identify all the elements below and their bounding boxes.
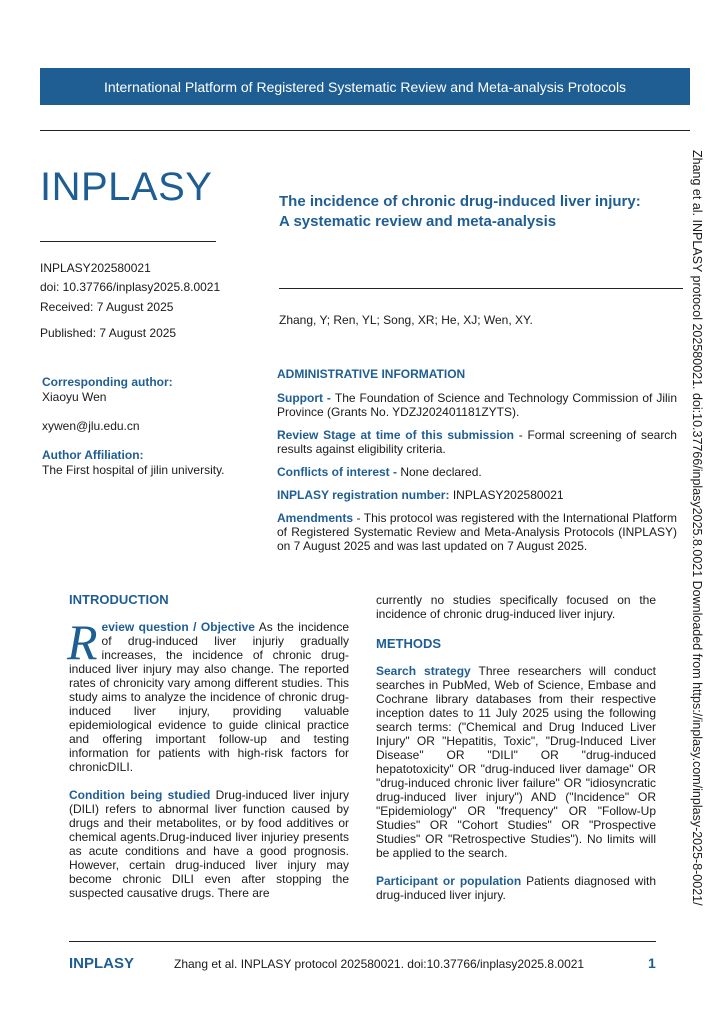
published-date: Published: 7 August 2025: [40, 326, 177, 340]
stage-label: Review Stage at time of this submission: [277, 428, 515, 442]
doi-line[interactable]: doi: 10.37766/inplasy2025.8.0021: [40, 280, 221, 294]
received-date: Received: 7 August 2025: [40, 300, 174, 314]
page-number: 1: [648, 955, 656, 971]
participant-text: Patients diagnosed with drug-induced liver injury.: [376, 874, 656, 902]
support-label: Support -: [277, 391, 335, 405]
stage-paragraph: [277, 428, 677, 456]
amendments-label: Amendments: [277, 511, 354, 525]
header-rule: [40, 130, 690, 131]
registration-paragraph: [277, 488, 677, 502]
banner-text: International Platform of Registered Systematic Review and Meta-analysis Protocols: [103, 78, 627, 95]
participant-paragraph: [376, 874, 656, 902]
journal-banner: [40, 68, 690, 105]
corresponding-email[interactable]: xywen@jlu.edu.cn: [42, 419, 140, 433]
corresponding-author: [42, 375, 173, 405]
condition-paragraph: [69, 788, 349, 900]
footer-citation: Zhang et al. INPLASY protocol 202580021. doi:10.37766/inplasy2025.8.0021: [174, 957, 585, 971]
author-affiliation: [42, 448, 225, 478]
review-question-text: As the incidence of drug-induced liver injuriy gradually increases, the incidence of chronic drug-induced liver injury may also change. The reported rates of chronicity vary among different studies. This study aims to analyze the incidence of chronic drug-induced liver injury, providing valuable epidemiological evidence to guide clinical practice and offering important follow-up and testing information for patients with high-risk factors for chronicDILI.: [69, 620, 350, 774]
left-column: [69, 593, 349, 900]
title-line-2: A systematic review and meta-analysis: [279, 213, 557, 230]
participant-label: Participant or population: [376, 874, 522, 888]
introduction-heading: INTRODUCTION: [69, 592, 169, 607]
conflicts-text: None declared.: [400, 465, 482, 479]
admin-heading: ADMINISTRATIVE INFORMATION: [277, 367, 466, 381]
corresponding-label: Corresponding author:: [42, 375, 173, 389]
drop-cap: R: [67, 614, 98, 670]
footer-rule: [69, 941, 656, 942]
affiliation-value: The First hospital of jilin university.: [42, 463, 225, 477]
paper-title: [279, 192, 679, 232]
search-strategy-paragraph: [376, 664, 656, 860]
condition-text: Drug-induced liver injury (DILI) refers to abnormal liver function caused by drugs and their metabolites, or by food additives or chemical agents.Drug-induced liver injuriey presents as acute conditions and have a good prognosis. However, certain drug-induced liver injury may become chronic DILI even after stopping the suspected causative drugs. There are: [69, 788, 349, 900]
title-line-1: The incidence of chronic drug-induced liver injury:: [279, 193, 641, 210]
search-strategy-label: Search strategy: [376, 664, 471, 678]
condition-label: Condition being studied: [69, 788, 211, 802]
amendments-text: - This protocol was registered with the International Platform of Registered Systematic Review and Meta-Analysis Protocols (INPLASY) on 7 August 2025 and was last updated on 7 August 2025.: [277, 511, 677, 553]
stage-text: - Formal screening of search results against eligibility criteria.: [277, 428, 677, 456]
review-question-paragraph: [67, 614, 350, 774]
methods-heading: METHODS: [376, 636, 441, 651]
support-text: The Foundation of Science and Technology Commission of Jilin Province (Grants No. YDZJ202401181ZYTS).: [277, 391, 678, 419]
brand-underline: [40, 241, 216, 242]
review-question-label: eview question / Objective: [101, 620, 255, 634]
author-list: Zhang, Y; Ren, YL; Song, XR; He, XJ; Wen, XY.: [279, 313, 533, 327]
administrative-information: [277, 367, 677, 562]
corresponding-name: Xiaoyu Wen: [42, 390, 107, 404]
title-rule: [279, 288, 683, 289]
conflicts-paragraph: [277, 465, 677, 479]
amendments-paragraph: [277, 511, 677, 553]
protocol-id: INPLASY202580021: [40, 261, 151, 275]
search-strategy-text: Three researchers will conduct searches in PubMed, Web of Science, Embase and Cochrane library databases from their respective inception dates to 11 July 2025 using the following search terms: ("Chemical and Drug Induced Liver Injury" OR "Hepatitis, Toxic", "Drug-Induced Liver Disease" OR "DILI" OR "drug-induced hepatotoxicity" OR "drug-induced liver damage" OR "drug-induced chronic liver failure" OR "idiosyncratic drug-induced liver injury") AND ("Incidence" OR "Epidemiology" OR "frequency" OR "Follow-Up Studies" OR "Cohort Studies" OR "Prospective Studies" OR "Retrospective Studies"). No limits will be applied to the search.: [376, 664, 656, 860]
conflicts-label: Conflicts of interest -: [277, 465, 401, 479]
inplasy-logo-text: INPLASY: [40, 165, 213, 209]
condition-continued: currently no studies specifically focused on the incidence of chronic drug-induced liver injury.: [376, 593, 656, 621]
side-download-notice[interactable]: Zhang et al. INPLASY protocol 202580021. doi:10.37766/inplasy2025.8.0021 Downloaded from https://inplasy.com/inplasy-2025-8-0021/: [690, 150, 704, 906]
support-paragraph: [277, 391, 677, 419]
registration-label: INPLASY registration number:: [277, 488, 453, 502]
footer-brand: INPLASY: [69, 955, 135, 972]
right-column: [376, 593, 656, 902]
registration-number: INPLASY202580021: [452, 488, 564, 502]
affiliation-label: Author Affiliation:: [42, 448, 144, 462]
